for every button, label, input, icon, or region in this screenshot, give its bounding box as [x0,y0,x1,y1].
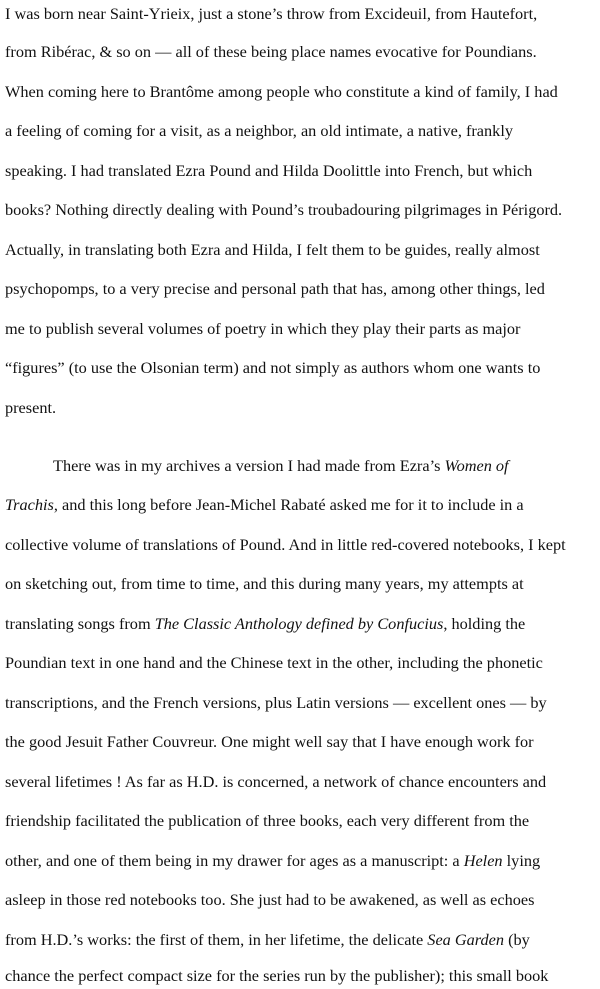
text-line: “figures” (to use the Olsonian term) and not simply as authors whom one wants to [5,358,541,377]
text-line: present. [5,398,57,417]
text-line: collective volume of translations of Pound. And in little red-covered notebooks, I kept [5,535,566,554]
text-line: When coming here to Brantôme among people who constitute a kind of family, I had [5,82,558,101]
text-line: transcriptions, and the French versions, plus Latin versions — excellent ones — by [5,693,547,712]
text-line: on sketching out, from time to time, and this during many years, my attempts at [5,574,524,593]
text-line: Actually, in translating both Ezra and Hilda, I felt them to be guides, really almost [5,240,540,259]
text-line: a feeling of coming for a visit, as a neighbor, an old intimate, a native, frankly [5,121,513,140]
text-line: from Ribérac, & so on — all of these being place names evocative for Poundians. [5,42,537,61]
text-line: chance the perfect compact size for the series run by the publisher); this small book [5,966,549,985]
text-line: several lifetimes ! As far as H.D. is concerned, a network of chance encounters and [5,772,547,791]
text-line: translating songs from The Classic Anthology defined by Confucius, holding the [5,614,526,633]
text-line: friendship facilitated the publication of three books, each very different from the [5,811,530,830]
text-line: books? Nothing directly dealing with Pound’s troubadouring pilgrimages in Périgord. [5,200,563,219]
text-line: There was in my archives a version I had made from Ezra’s Women of [53,456,509,475]
text-line: asleep in those red notebooks too. She just had to be awakened, as well as echoes [5,890,535,909]
text-line: speaking. I had translated Ezra Pound and Hilda Doolittle into French, but which [5,161,533,180]
text-line: Poundian text in one hand and the Chinese text in the other, including the phonetic [5,653,543,672]
text-line: psychopomps, to a very precise and personal path that has, among other things, led [5,279,545,298]
text-line: from H.D.’s works: the first of them, in her lifetime, the delicate Sea Garden (by [5,930,530,949]
text-line: I was born near Saint-Yrieix, just a stone’s throw from Excideuil, from Hautefort, [5,4,538,23]
text-line: Trachis, and this long before Jean-Michel Rabaté asked me for it to include in a [5,495,524,514]
text-line: me to publish several volumes of poetry in which they play their parts as major [5,319,521,338]
text-line: the good Jesuit Father Couvreur. One might well say that I have enough work for [5,732,534,751]
text-line: other, and one of them being in my drawer for ages as a manuscript: a Helen lying [5,851,541,870]
